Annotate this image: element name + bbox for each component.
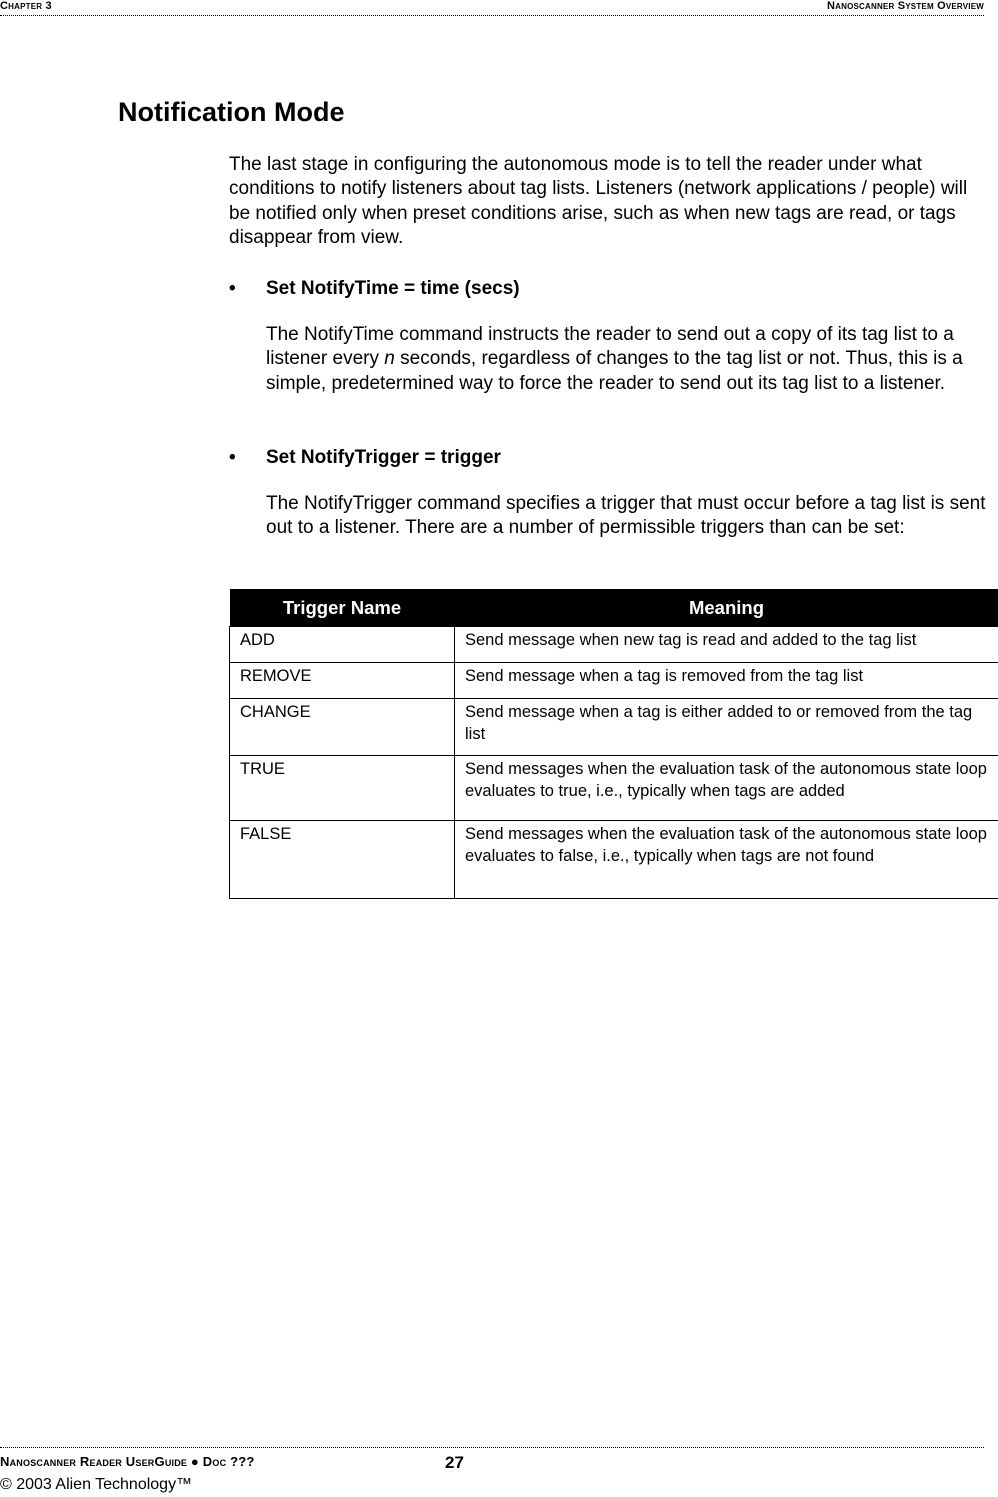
trigger-name-cell: TRUE <box>230 756 455 821</box>
trigger-name-cell: FALSE <box>230 821 455 899</box>
desc-notifytime-part2: seconds, regardless of changes to the tag list or not. Thus, this is a simple, predetermined way to force the reader to send out its tag list to a listener. <box>266 348 963 394</box>
table-row <box>230 627 998 663</box>
trigger-name-cell: ADD <box>230 627 455 663</box>
desc-notifytime-part1: The NotifyTime command instructs the reader to send out a copy of its tag list to a listener every <box>266 324 954 370</box>
desc-notifytime-emphasis: n <box>384 348 395 370</box>
table-row <box>230 821 998 899</box>
command-desc-notifytrigger: The NotifyTrigger command specifies a trigger that must occur before a tag list is sent out to a listener. There are a number of permissible triggers than can be set: <box>266 493 986 539</box>
trigger-meaning-cell: Send messages when the evaluation task of the autonomous state loop evaluates to false, i.e., typically when tags are not found <box>455 821 998 899</box>
intro-paragraph: The last stage in configuring the autonomous mode is to tell the reader under what conditions to notify listeners about tag lists. Listeners (network applications / people) will be notified only when preset conditions arise, such as when new tags are read, or tags disappear from view. <box>229 154 968 249</box>
column-header-trigger-name: Trigger Name <box>230 589 455 627</box>
trigger-name-cell: REMOVE <box>230 663 455 699</box>
copyright-notice: © 2003 Alien Technology™ <box>0 1476 193 1493</box>
bullet-notifytime: • <box>229 278 236 299</box>
running-header-section: Nanoscanner System Overview <box>827 0 984 12</box>
table-row <box>230 756 998 821</box>
trigger-meaning-cell: Send message when a tag is removed from the tag list <box>455 663 998 699</box>
column-header-meaning: Meaning <box>455 589 998 627</box>
section-title: Notification Mode <box>118 97 345 127</box>
header-divider <box>0 15 984 16</box>
table-header-row <box>230 589 998 627</box>
page-number: 27 <box>445 1453 464 1472</box>
command-desc-notifytime <box>266 323 986 396</box>
trigger-meaning-cell: Send message when a tag is either added to or removed from the tag list <box>455 699 998 756</box>
command-label-notifytrigger: Set NotifyTrigger = trigger <box>266 447 501 468</box>
command-label-notifytime: Set NotifyTime = time (secs) <box>266 278 520 299</box>
footer-guide-title: Nanoscanner Reader UserGuide ● Doc ??? <box>0 1454 255 1469</box>
table-row <box>230 699 998 756</box>
table-row <box>230 663 998 699</box>
trigger-meaning-cell: Send message when new tag is read and added to the tag list <box>455 627 998 663</box>
running-header-chapter: Chapter 3 <box>0 0 52 12</box>
trigger-meaning-cell: Send messages when the evaluation task of the autonomous state loop evaluates to true, i.e., typically when tags are added <box>455 756 998 821</box>
trigger-table <box>229 589 998 899</box>
bullet-notifytrigger: • <box>229 447 236 468</box>
footer-divider <box>0 1447 984 1448</box>
trigger-name-cell: CHANGE <box>230 699 455 756</box>
